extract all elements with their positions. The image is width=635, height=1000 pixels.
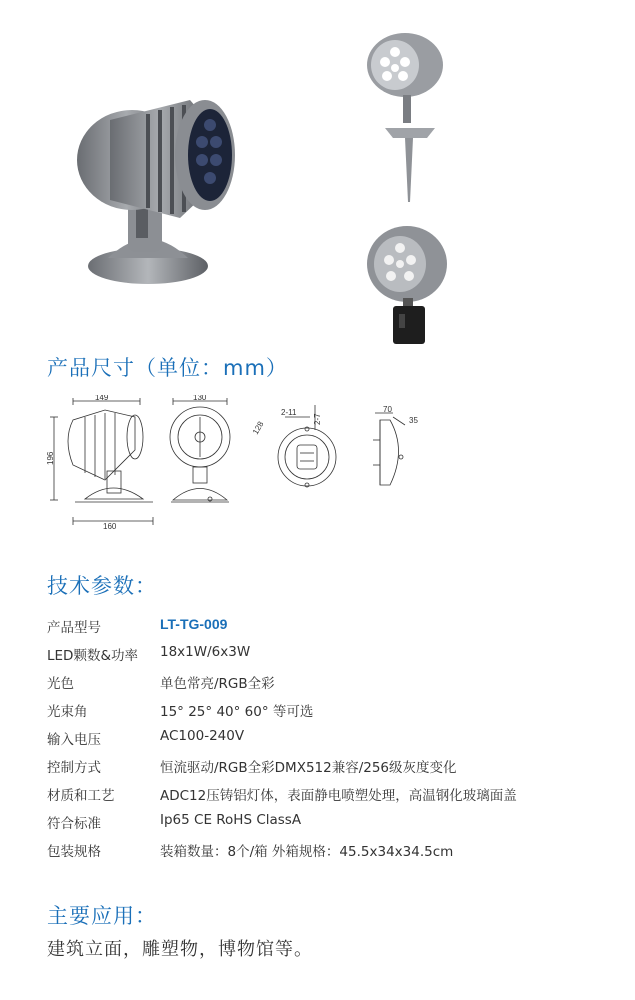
application-text: 建筑立面，雕塑物，博物馆等。 [47,939,313,960]
spec-value: 15° 25° 40° 60° 等可选 [160,704,314,720]
dimension-drawings [45,395,425,535]
drawing-side-view [46,395,153,531]
spec-value: Ip65 CE RoHS ClassA [160,812,302,828]
spec-label: 包装规格 [47,844,101,860]
spec-label: LED颗数&功率 [47,648,138,664]
mount-lamp-image [365,222,455,347]
d1-base-label: 160 [103,522,117,531]
spec-label: 输入电压 [47,732,101,748]
d3-b-label: 2-7 [313,413,322,425]
d4-a-label: 70 [383,405,392,414]
spec-label: 材质和工艺 [47,788,115,804]
drawing-front-view [170,395,230,502]
spike-lamp-image [365,20,455,210]
spec-value: 装箱数量：8个/箱 外箱规格：45.5x34x34.5cm [160,844,454,860]
spec-label: 光色 [47,676,74,692]
dimensions-title: 产品尺寸（单位：mm） [47,356,288,380]
d3-c-label: 128 [250,419,266,436]
spec-value: LT-TG-009 [160,616,228,632]
drawing-mount-ring [251,405,336,487]
spec-label: 符合标准 [47,816,101,832]
tech-title: 技术参数： [47,574,157,598]
app-title: 主要应用： [47,904,157,928]
main-product-image [70,80,240,290]
d1-height-label: 196 [46,451,55,465]
spec-label: 产品型号 [47,620,101,636]
spec-label: 控制方式 [47,760,101,776]
d1-width-label: 149 [95,395,109,402]
spec-label: 光束角 [47,704,88,720]
d2-width-label: 130 [193,395,207,402]
spec-value: 单色常亮/RGB全彩 [160,676,275,692]
d3-a-label: 2-11 [281,408,297,417]
d4-b-label: 35 [409,416,418,425]
drawing-profile [373,405,418,485]
spec-value: ADC12压铸铝灯体，表面静电喷塑处理，高温钢化玻璃面盖 [160,788,517,804]
spec-value: AC100-240V [160,728,245,744]
spec-value: 18x1W/6x3W [160,644,251,660]
spec-value: 恒流驱动/RGB全彩DMX512兼容/256级灰度变化 [160,760,457,776]
